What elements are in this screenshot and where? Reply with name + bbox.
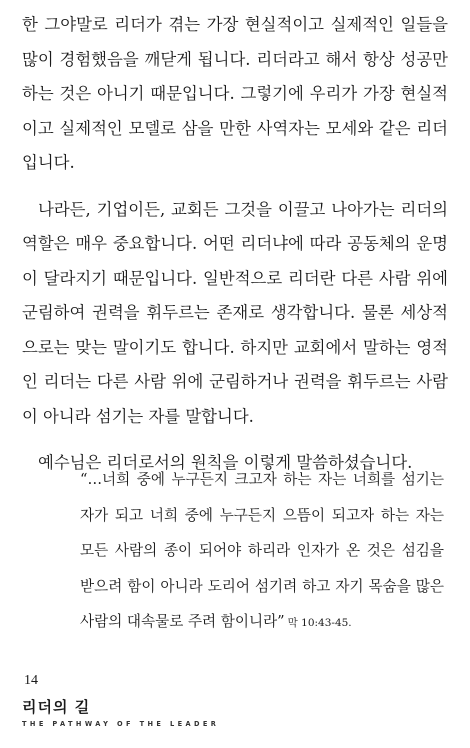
book-subtitle: THE PATHWAY OF THE LEADER	[22, 720, 220, 728]
page-number: 14	[24, 673, 38, 688]
scripture-quote	[80, 462, 444, 642]
paragraph-1: 한 그야말로 리더가 겪는 가장 현실적이고 실제적인 일들을 많이 경험했음을 깨닫게 됩니다. 리더라고 해서 항상 성공만 하는 것은 아니기 때문입니다. 그렇기에 우리가 가장 현실적이고 실제적인 모델로 삼을 만한 사역자는 모세와 같은 리더입니다.	[22, 15, 448, 172]
quote-reference: 막 10:43-45.	[287, 617, 352, 629]
quote-text: “…너희 중에 누구든지 크고자 하는 자는 너희를 섬기는 자가 되고 너희 중에 누구든지 으뜸이 되고자 하는 자는 모든 사람의 종이 되어야 하리라 인자가 온 것은 섬김을 받으려 함이 아니라 도리어 섬기려 하고 자기 목숨을 많은 사람의 대속물로 주려 함이니라”	[80, 471, 444, 630]
paragraph-3: 예수님은 리더로서의 원칙을 이렇게 말씀하셨습니다.	[38, 453, 413, 472]
paragraph-2: 나라든, 기업이든, 교회든 그것을 이끌고 나아가는 리더의 역할은 매우 중요합니다. 어떤 리더냐에 따라 공동체의 운명이 달라지기 때문입니다. 일반적으로 리더란 다른 사람 위에 군림하여 권력을 휘두르는 존재로 생각합니다. 물론 세상적으로는 맞는 말이기도 합니다. 하지만 교회에서 말하는 영적인 리더는 다른 사람 위에 군림하거나 권력을 휘두르는 사람이 아니라 섬기는 자를 말합니다.	[22, 199, 448, 426]
book-title: 리더의 길	[22, 698, 91, 716]
body-text	[22, 8, 448, 481]
